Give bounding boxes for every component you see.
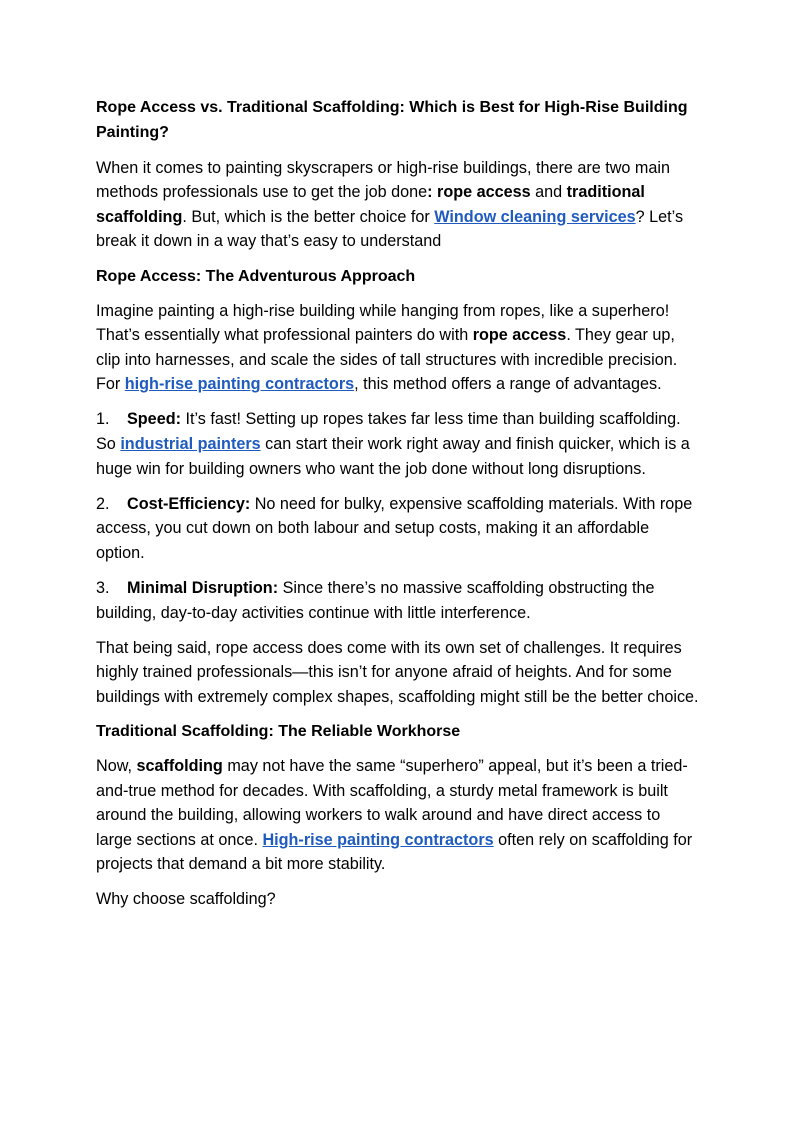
intro-text: . But, which is the better choice for xyxy=(182,207,435,226)
paragraph-text: often rely on scaffolding for projects that demand a bit more stability. xyxy=(96,830,693,874)
list-item-cost-efficiency xyxy=(96,492,700,566)
intro-text: ? Let’s break it down in a way that’s easy to understand xyxy=(96,207,684,251)
paragraph-text: may not have the same “superhero” appeal, but it’s been a tried-and-true method for decades. With scaffolding, a sturdy metal framework is built around the building, allowing workers to walk around and have direct access to large sections at once. xyxy=(96,756,688,849)
list-text: Since there’s no massive scaffolding obstructing the building, day-to-day activities continue with little interference. xyxy=(96,579,655,622)
industrial-painters-link[interactable]: industrial painters xyxy=(120,435,261,454)
window-cleaning-link[interactable]: Window cleaning services xyxy=(434,207,636,226)
document-body xyxy=(96,96,700,923)
intro-traditional-scaffolding: traditional scaffolding xyxy=(96,183,645,226)
rope-access-closing-paragraph: That being said, rope access does come with its own set of challenges. It requires highly trained professionals—this isn’t for anyone afraid of heights. And for some buildings with extremely complex shapes, scaffolding might still be the better choice. xyxy=(96,638,699,706)
section-heading-rope-access: Rope Access: The Adventurous Approach xyxy=(96,267,416,285)
intro-rope-access: : rope access xyxy=(427,183,531,202)
intro-text: and xyxy=(530,183,567,202)
paragraph-text: Now, xyxy=(96,756,137,775)
list-label: Minimal Disruption: xyxy=(127,579,279,597)
paragraph-text: Imagine painting a high-rise building while hanging from ropes, like a superhero! That’s essentially what professional painters do with xyxy=(96,301,670,345)
rope-access-paragraph xyxy=(96,299,700,397)
list-item-speed xyxy=(96,407,700,481)
intro-paragraph xyxy=(96,156,700,254)
list-label: Speed: xyxy=(127,410,181,429)
list-item-minimal-disruption xyxy=(96,576,700,625)
scaffolding-paragraph xyxy=(96,754,700,877)
document-title: Rope Access vs. Traditional Scaffolding: Which is Best for High-Rise Building Painting? xyxy=(96,99,688,141)
list-text: can start their work right away and finish quicker, which is a huge win for building owners who want the job done without long disruptions. xyxy=(96,435,690,478)
paragraph-text: , this method offers a range of advantages. xyxy=(354,375,662,394)
intro-text: When it comes to painting skyscrapers or high-rise buildings, there are two main methods professionals use to get the job done xyxy=(96,158,671,202)
list-number: 2. xyxy=(96,494,110,513)
high-rise-painting-link[interactable]: high-rise painting contractors xyxy=(124,375,355,394)
list-label: Cost-Efficiency: xyxy=(127,494,251,513)
list-text: No need for bulky, expensive scaffolding materials. With rope access, you cut down on both labour and setup costs, making it an affordable option. xyxy=(96,494,693,562)
high-rise-painting-contractors-link[interactable]: High-rise painting contractors xyxy=(262,830,494,849)
list-number: 3. xyxy=(96,579,110,597)
list-number: 1. xyxy=(96,410,110,429)
list-text: It’s fast! Setting up ropes takes far less time than building scaffolding. So xyxy=(96,410,681,454)
why-choose-scaffolding: Why choose scaffolding? xyxy=(96,890,276,909)
section-heading-scaffolding: Traditional Scaffolding: The Reliable Workhorse xyxy=(96,722,461,740)
paragraph-text: . They gear up, clip into harnesses, and scale the sides of tall structures with incredible precision. For xyxy=(96,326,678,394)
scaffolding-bold: scaffolding xyxy=(136,756,223,775)
rope-access-bold: rope access xyxy=(472,326,567,345)
